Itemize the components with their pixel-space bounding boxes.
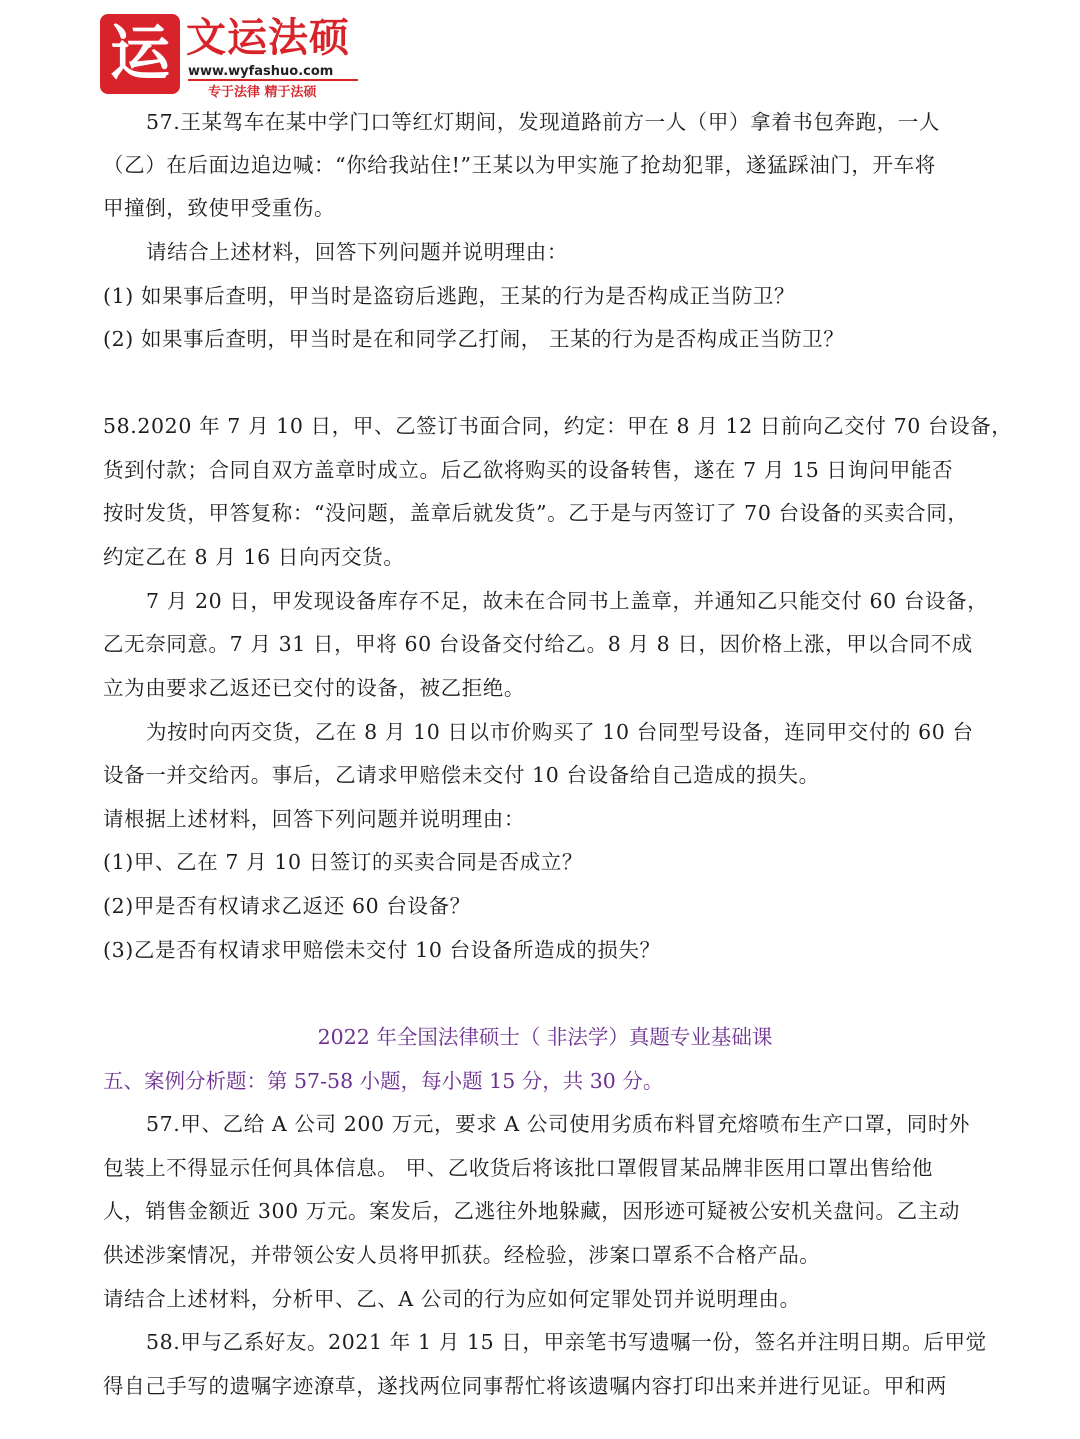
exam-heading: 2022 年全国法律硕士（ 非法学）真题专业基础课 xyxy=(317,1025,773,1049)
logo-title: 文运法硕 xyxy=(186,15,350,61)
q57-line: 57.王某驾车在某中学门口等红灯期间，发现道路前方一人（甲）拿着书包奔跑，一人 xyxy=(146,110,940,134)
q58-prompt: 请根据上述材料，回答下列问题并说明理由： xyxy=(103,807,525,831)
logo-slogan: 专于法律 精于法硕 xyxy=(208,85,317,100)
q58-line: 立为由要求乙返还已交付的设备，被乙拒绝。 xyxy=(103,676,525,700)
logo-mark-icon xyxy=(100,14,180,94)
q57-prompt: 请结合上述材料，回答下列问题并说明理由： xyxy=(146,240,568,264)
q58-line: 为按时向丙交货，乙在 8 月 10 日以市价购买了 10 台同型号设备，连同甲交付的 60 台 xyxy=(146,720,974,744)
exam-q57-line: 57.甲、乙给 A 公司 200 万元，要求 A 公司使用劣质布料冒充熔喷布生产口罩，同时外 xyxy=(146,1112,971,1136)
exam-q57-line: 供述涉案情况，并带领公安人员将甲抓获。经检验，涉案口罩系不合格产品。 xyxy=(103,1243,821,1267)
q58-line: 货到付款；合同自双方盖章时成立。后乙欲将购买的设备转售，遂在 7 月 15 日询问甲能否 xyxy=(103,458,954,482)
q57-question: (2) 如果事后查明，甲当时是在和同学乙打闹， 王某的行为是否构成正当防卫？ xyxy=(103,327,845,351)
q58-line: 约定乙在 8 月 16 日向丙交货。 xyxy=(103,545,405,569)
brand-logo xyxy=(100,14,360,100)
q58-line: 乙无奈同意。7 月 31 日，甲将 60 台设备交付给乙。8 月 8 日，因价格上涨，甲以合同不成 xyxy=(103,632,973,656)
logo-mark-char: 运 xyxy=(110,19,170,89)
section-title: 五、案例分析题：第 57-58 小题，每小题 15 分，共 30 分。 xyxy=(103,1069,664,1093)
logo-url: www.wyfashuo.com xyxy=(188,64,334,79)
q57-question: (1) 如果事后查明，甲当时是盗窃后逃跑，王某的行为是否构成正当防卫？ xyxy=(103,284,796,308)
q58-line: 7 月 20 日，甲发现设备库存不足，故未在合同书上盖章，并通知乙只能交付 60 台设备， xyxy=(146,589,989,613)
exam-q57-line: 包装上不得显示任何具体信息。 甲、乙收货后将该批口罩假冒某品牌非医用口罩出售给他 xyxy=(103,1156,934,1180)
q57-line: （乙）在后面边追边喊：“你给我站住!”王某以为甲实施了抢劫犯罪，遂猛踩油门，开车将 xyxy=(103,153,936,177)
q58-question: (2)甲是否有权请求乙返还 60 台设备？ xyxy=(103,894,471,918)
q58-line: 58.2020 年 7 月 10 日，甲、乙签订书面合同，约定：甲在 8 月 12 日前向乙交付 70 台设备， xyxy=(103,414,1013,438)
q58-question: (1)甲、乙在 7 月 10 日签订的买卖合同是否成立？ xyxy=(103,850,584,874)
exam-q58-line: 58.甲与乙系好友。2021 年 1 月 15 日，甲亲笔书写遗嘱一份，签名并注明日期。后甲觉 xyxy=(146,1330,987,1354)
exam-q57-line: 人，销售金额近 300 万元。案发后，乙逃往外地躲藏，因形迹可疑被公安机关盘问。乙主动 xyxy=(103,1199,960,1223)
exam-q57-prompt: 请结合上述材料，分析甲、乙、A 公司的行为应如何定罪处罚并说明理由。 xyxy=(103,1287,801,1311)
q58-line: 设备一并交给丙。事后，乙请求甲赔偿未交付 10 台设备给自己造成的损失。 xyxy=(103,763,820,787)
q58-line: 按时发货，甲答复称：“没问题，盖章后就发货”。乙于是与丙签订了 70 台设备的买卖合同， xyxy=(103,501,969,525)
q57-line: 甲撞倒，致使甲受重伤。 xyxy=(103,196,336,220)
exam-q58-line: 得自己手写的遗嘱字迹潦草，遂找两位同事帮忙将该遗嘱内容打印出来并进行见证。甲和两 xyxy=(103,1374,947,1398)
q58-question: (3)乙是否有权请求甲赔偿未交付 10 台设备所造成的损失？ xyxy=(103,938,661,962)
